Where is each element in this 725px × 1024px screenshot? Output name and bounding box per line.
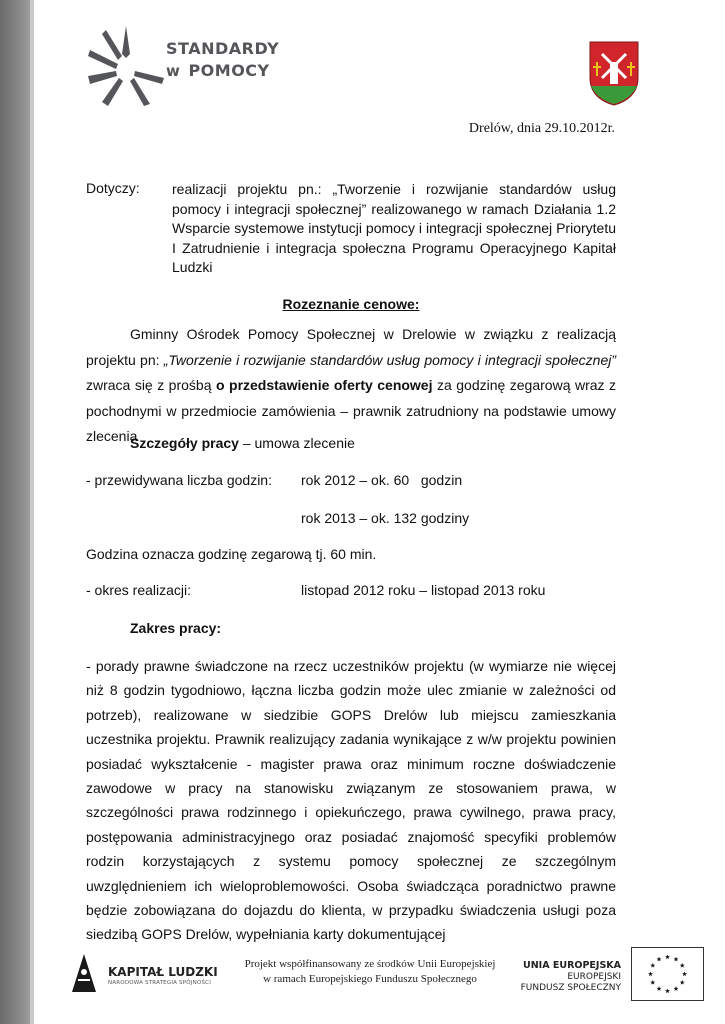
eu-title: UNIA EUROPEJSKA bbox=[523, 960, 621, 971]
intro-project-title: „Tworzenie i rozwijanie standardów usług pomocy i integracji społecznej” bbox=[163, 351, 616, 368]
intro-paragraph bbox=[86, 322, 616, 450]
details-title-rest: – umowa zlecenie bbox=[238, 435, 355, 451]
eu-line2: EUROPEJSKI bbox=[567, 971, 621, 982]
eu-label bbox=[516, 960, 621, 995]
left-decorative-bar bbox=[0, 0, 34, 1024]
logo-wordmark bbox=[166, 38, 279, 82]
scope-paragraph: - porady prawne świadczone na rzecz uczestników projektu (w wymiarze nie więcej niż 8 godzin tygodniowo, łączna liczba godzin może ulec zmianie w zależności od potrzeb), realizowane w siedzibie GOPS Drelów lub miejscu zamieszkania uczestnika projektu. Prawnik realizujący zadania wynikające z w/w projektu powinien posiadać wykształcenie - magister prawa oraz minimum roczne doświadczenie zawodowe w pracy na stanowisku związanym ze stosowaniem prawa, w szczególności prawa rodzinnego i opiekuńczego, prawa cywilnego, prawa pracy, postępowania administracyjnego oraz posiadać znajomość specyfiki problemów rodzin korzystających z systemu pomocy społecznej ze szczególnym uwzględnieniem ich wieloproblemowości. Osoba świadcząca poradnictwo prawne będzie zobowiązana do dojazdu do klienta, w przypadku świadczenia usługi poza siedzibą GOPS Drelów, wypełniania karty dokumentującej bbox=[86, 658, 616, 943]
standardy-star-icon bbox=[86, 24, 166, 108]
details-title: Szczegóły pracy bbox=[130, 435, 239, 451]
intro-part1: Gminny Ośrodek Pomocy Społecznej w Drelowie w związku z realizacją projektu pn: bbox=[86, 326, 616, 368]
logo-line2 bbox=[166, 60, 279, 82]
standardy-logo bbox=[86, 24, 286, 108]
kapital-ludzki-subtitle: NARODOWA STRATEGIA SPÓJNOŚCI bbox=[108, 980, 212, 986]
logo-line1: STANDARDY bbox=[166, 39, 280, 58]
hours-label: - przewidywana liczba godzin: bbox=[86, 472, 272, 488]
eu-line3: FUNDUSZ SPOŁECZNY bbox=[520, 983, 621, 993]
document-date: Drelów, dnia 29.10.2012r. bbox=[468, 121, 615, 136]
document-heading: Rozeznanie cenowe: bbox=[282, 296, 420, 312]
drelow-coat-of-arms-icon bbox=[588, 40, 640, 106]
intro-part2: zwraca się z prośbą bbox=[86, 377, 216, 393]
logo-w: w bbox=[166, 62, 181, 80]
intro-bold-request: o przedstawienie oferty cenowej bbox=[215, 377, 433, 393]
scope-heading: Zakres pracy: bbox=[130, 620, 222, 636]
cofinancing-line2: w ramach Europejskiego Funduszu Społecznego bbox=[263, 973, 477, 985]
subject-label: Dotyczy: bbox=[86, 180, 140, 196]
subject-text: realizacji projektu pn.: „Tworzenie i rozwijanie standardów usług pomocy i integracji społecznej” realizowanego w ramach Działania 1.2 Wsparcie systemowe instytucji pomocy i integracji społecznej Priorytetu I Zatrudnienie i integracja społeczna Programu Operacyjnego Kapitał Ludzki bbox=[172, 181, 616, 275]
hours-2013: rok 2013 – ok. 132 godziny bbox=[301, 510, 470, 526]
kapital-ludzki-title: KAPITAŁ LUDZKI bbox=[108, 965, 218, 979]
cofinancing-line1: Projekt współfinansowany ze środków Unii Europejskiej bbox=[244, 958, 496, 970]
period-value: listopad 2012 roku – listopad 2013 roku bbox=[301, 582, 546, 598]
details-heading bbox=[130, 435, 355, 451]
hours-2012: rok 2012 – ok. 60 godzin bbox=[301, 472, 463, 488]
intro-part3: za godzinę zegarową wraz z pochodnymi w przedmiocie zamówienia – prawnik zatrudniony na podstawie umowy zlecenia bbox=[86, 377, 616, 444]
hour-note: Godzina oznacza godzinę zegarową tj. 60 min. bbox=[86, 546, 377, 562]
eu-flag-icon bbox=[631, 947, 704, 1001]
period-label: - okres realizacji: bbox=[86, 582, 192, 598]
logo-pomocy: POMOCY bbox=[188, 61, 270, 80]
kapital-ludzki-icon bbox=[68, 950, 100, 994]
cofinancing-note bbox=[225, 957, 515, 987]
